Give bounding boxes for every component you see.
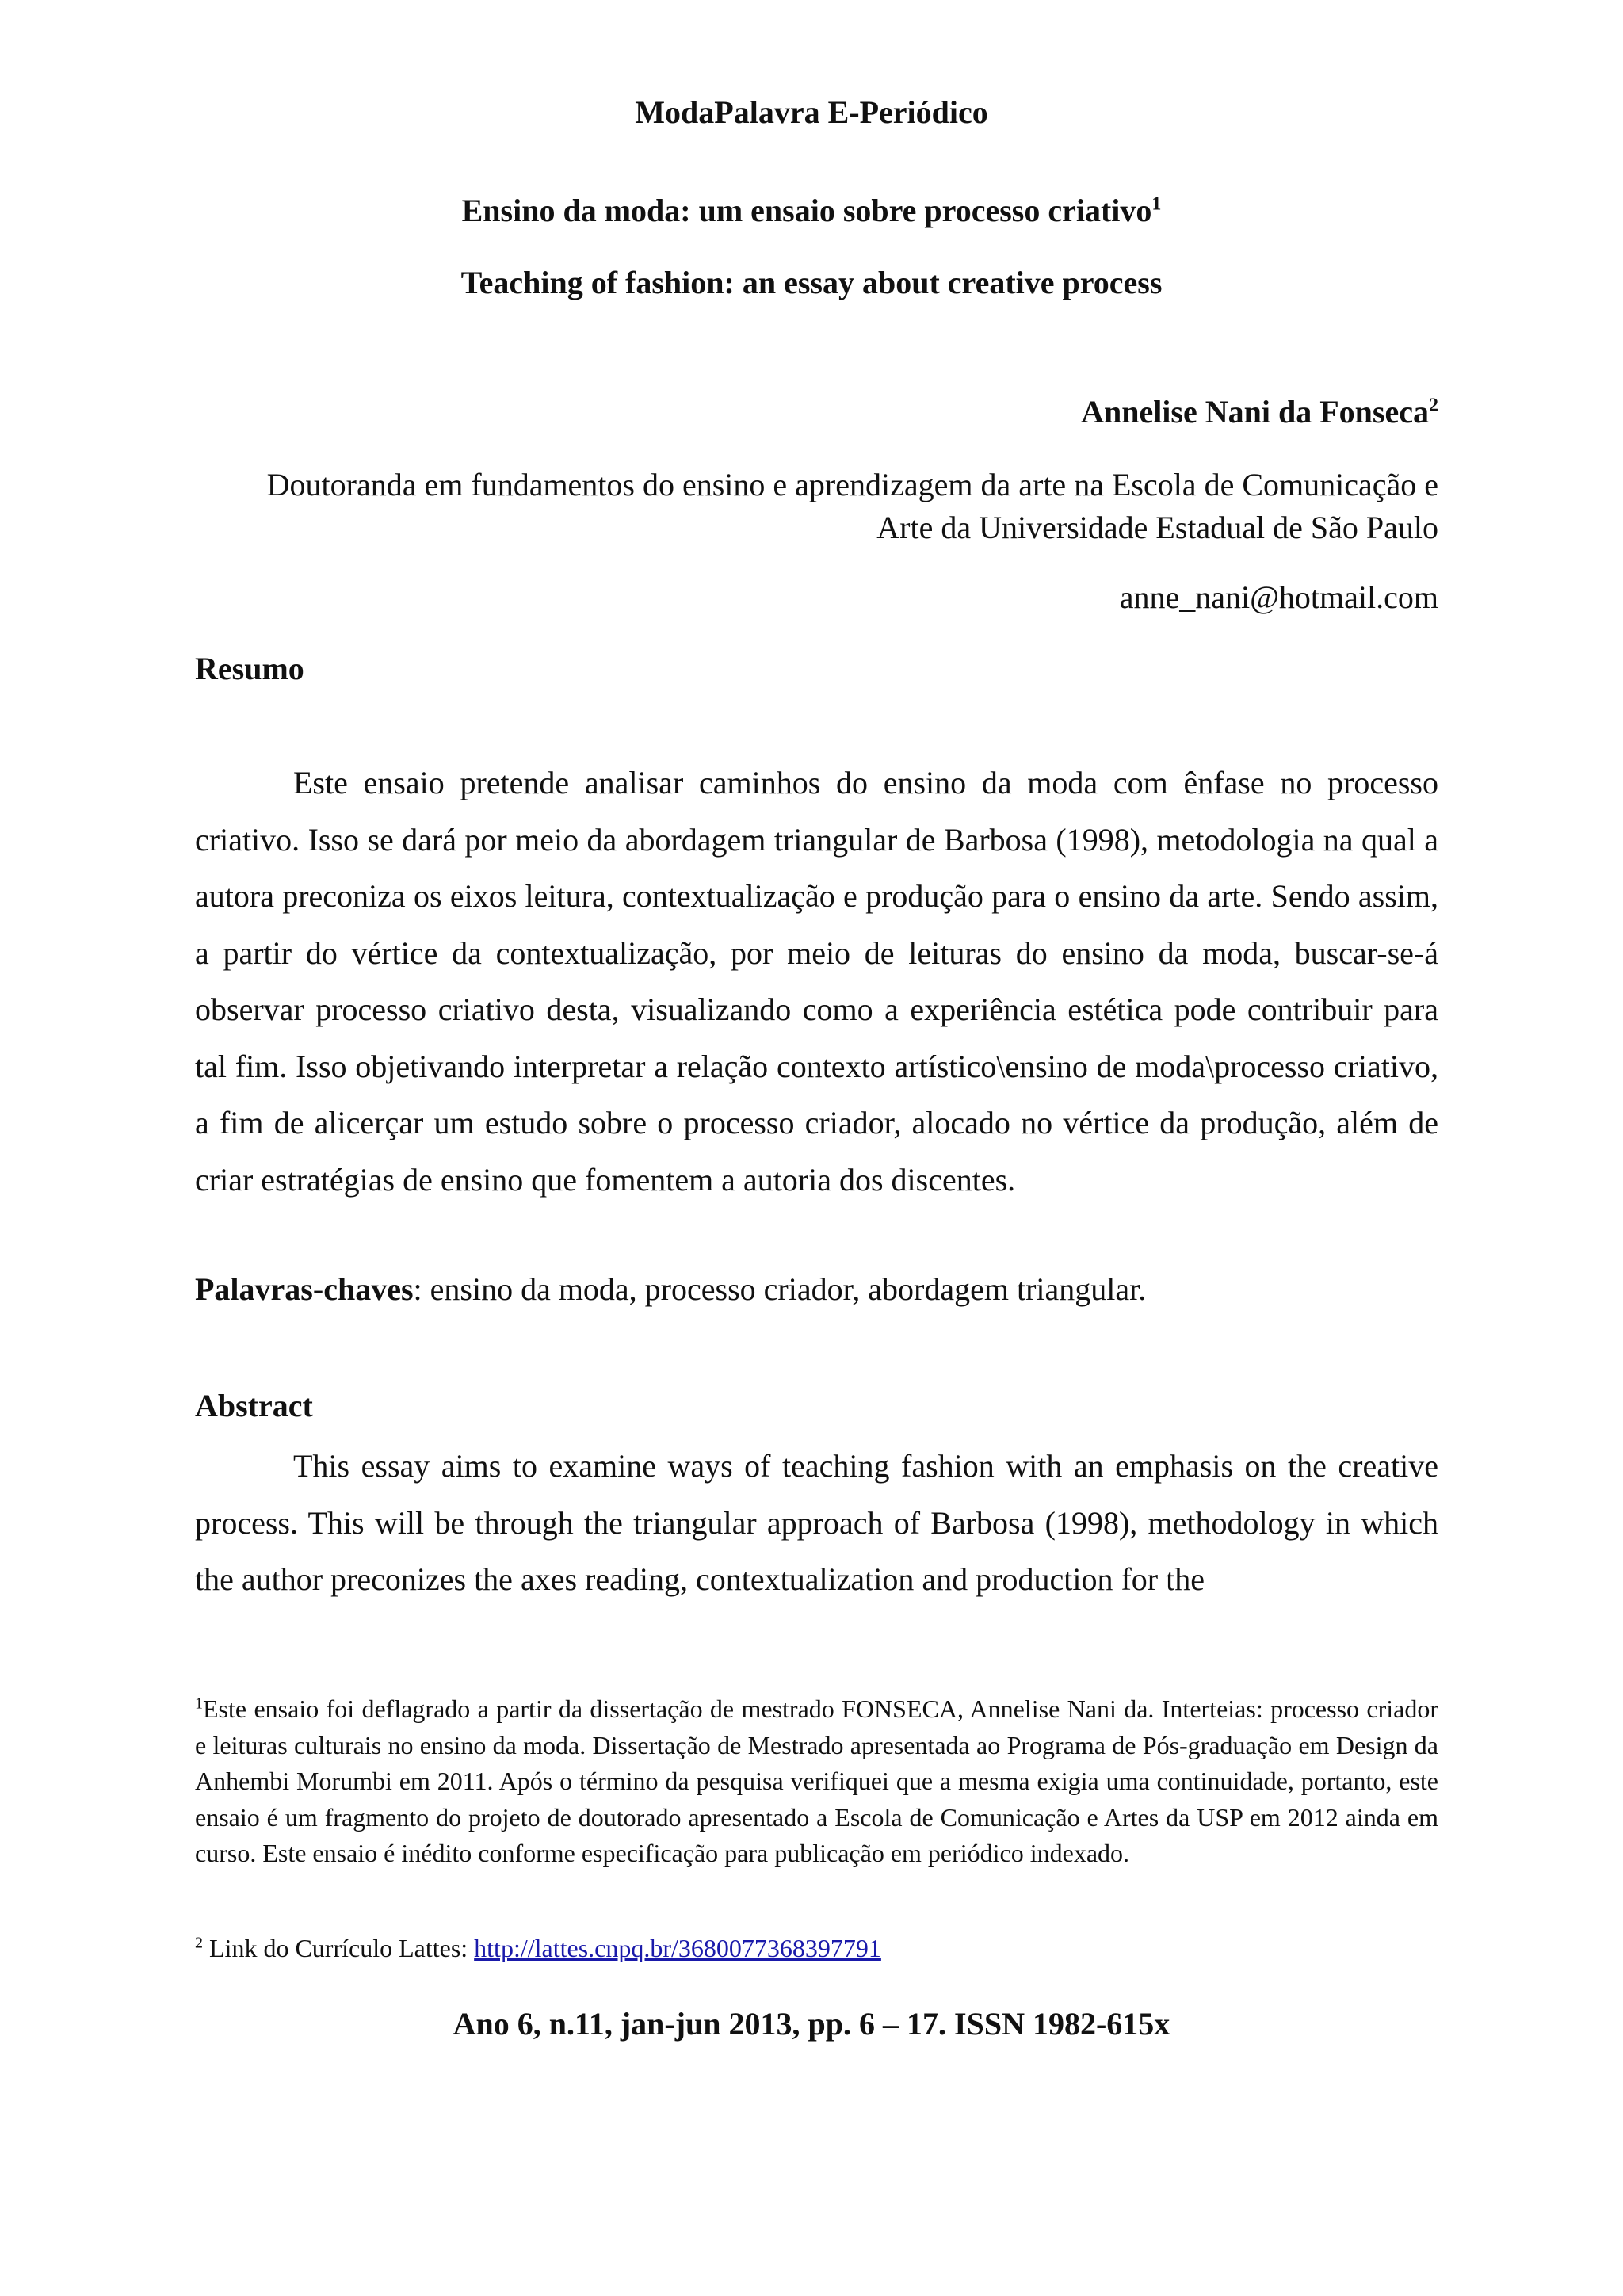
keywords-text: : ensino da moda, processo criador, abordagem triangular.	[413, 1271, 1147, 1307]
journal-title: ModaPalavra E-Periódico	[635, 94, 988, 130]
lattes-link[interactable]: http://lattes.cnpq.br/3680077368397791	[474, 1934, 881, 1962]
keywords-label: Palavras-chaves	[195, 1271, 414, 1307]
footnote-1	[195, 1691, 1438, 1872]
footnote-2-label: Link do Currículo Lattes:	[203, 1934, 475, 1962]
article-title-en: Teaching of fashion: an essay about creative process	[460, 265, 1163, 300]
footnote-ref-1[interactable]: 1	[1151, 193, 1162, 215]
footnote-1-mark: 1	[195, 1694, 203, 1713]
article-title-pt	[0, 192, 1623, 229]
author-name	[190, 393, 1438, 430]
resumo-heading: Resumo	[195, 651, 304, 686]
footnote-ref-2[interactable]: 2	[1429, 395, 1438, 416]
footnote-1-text: Este ensaio foi deflagrado a partir da dissertação de mestrado FONSECA, Annelise Nani da. Interteias: processo criador e leituras culturais no ensino da moda. Dissertação de Mestrado apresentada ao Programa de Pós-graduação em Design da Anhembi Morumbi em 2011. Após o término da pesquisa verifiquei que a mesma exigia uma continuidade, portanto, este ensaio é um fragmento do projeto de doutorado apresentado a Escola de Comunicação e Artes da USP em 2012 ainda em curso. Este ensaio é inédito conforme especificação para publicação em periódico indexado.	[195, 1694, 1438, 1867]
affiliation-line-2: Arte da Universidade Estadual de São Paulo	[876, 510, 1438, 545]
keywords	[195, 1270, 1146, 1308]
author-name-text: Annelise Nani da Fonseca	[1081, 394, 1429, 430]
author-email: anne_nani@hotmail.com	[1119, 579, 1438, 615]
author-affiliation	[190, 464, 1438, 549]
footnote-2	[195, 1934, 1438, 1963]
footnote-2-mark: 2	[195, 1934, 203, 1952]
page-footer-citation: Ano 6, n.11, jan-jun 2013, pp. 6 – 17. ISSN 1982-615x	[453, 2006, 1170, 2042]
resumo-paragraph: Este ensaio pretende analisar caminhos do ensino da moda com ênfase no processo criativo. Isso se dará por meio da abordagem triangular de Barbosa (1998), metodologia na qual a autora preconiza os eixos leitura, contextualização e produção para o ensino da arte. Sendo assim, a partir do vértice da contextualização, por meio de leituras do ensino da moda, buscar-se-á observar processo criativo desta, visualizando como a experiência estética pode contribuir para tal fim. Isso objetivando interpretar a relação contexto artístico\ensino de moda\processo criativo, a fim de alicerçar um estudo sobre o processo criador, alocado no vértice da produção, além de criar estratégias de ensino que fomentem a autoria dos discentes.	[195, 765, 1438, 1198]
article-title-pt-text: Ensino da moda: um ensaio sobre processo criativo	[461, 193, 1152, 228]
abstract-paragraph: This essay aims to examine ways of teaching fashion with an emphasis on the creative process. This will be through the triangular approach of Barbosa (1998), methodology in which the author preconizes the axes reading, contextualization and production for the	[195, 1448, 1438, 1597]
abstract-heading: Abstract	[195, 1388, 313, 1423]
affiliation-line-1: Doutoranda em fundamentos do ensino e aprendizagem da arte na Escola de Comunicação e	[266, 467, 1438, 502]
